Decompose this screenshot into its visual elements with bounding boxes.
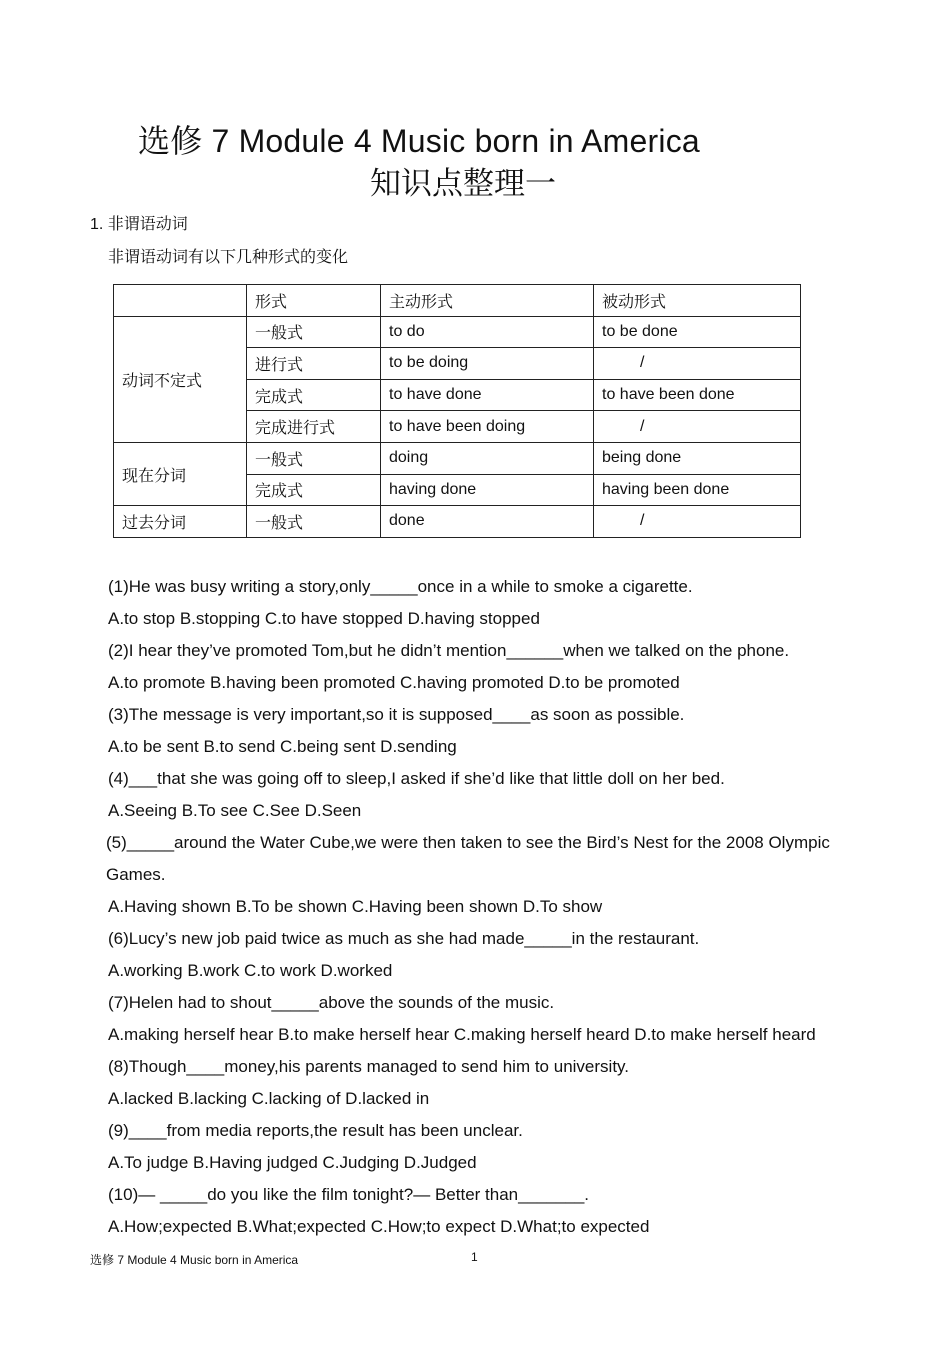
question-text: (3)The message is very important,so it is supposed____as soon as possible. [108,705,685,724]
question-text: (10)— _____do you like the film tonight?— Better than_______. [108,1185,590,1204]
table-cell: to have been done [594,379,801,411]
answer-options: A.to promote B.having been promoted C.having promoted D.to be promoted [108,673,680,692]
question-text: (7)Helen had to shout_____above the sounds of the music. [108,993,555,1012]
table-cell: done [381,506,594,538]
question-text: (8)Though____money,his parents managed to send him to university. [108,1057,629,1076]
table-row [114,506,801,538]
table-cell: / [594,506,801,538]
page-number: 1 [471,1250,478,1264]
answer-options: A.Seeing B.To see C.See D.Seen [108,801,362,820]
group-name-cell: 过去分词 [114,506,247,538]
table-header-row [114,285,801,317]
table-cell: doing [381,442,594,474]
answer-options: A.making herself hear B.to make herself hear C.making herself heard D.to make herself heard [108,1025,816,1044]
section-intro: 非谓语动词有以下几种形式的变化 [108,249,349,266]
table-cell: 进行式 [247,348,381,380]
table-cell: / [594,348,801,380]
question-text: (9)____from media reports,the result has been unclear. [108,1121,523,1140]
answer-options: A.Having shown B.To be shown C.Having been shown D.To show [108,897,603,916]
answer-options: A.How;expected B.What;expected C.How;to expect D.What;to expected [108,1217,650,1236]
table-cell: 一般式 [247,442,381,474]
table-cell: 一般式 [247,506,381,538]
table-cell: to be doing [381,348,594,380]
question-text: (5)_____around the Water Cube,we were then taken to see the Bird’s Nest for the 2008 Olympic [106,833,830,852]
table-cell: being done [594,442,801,474]
question-text: (1)He was busy writing a story,only_____once in a while to smoke a cigarette. [108,577,693,596]
table-header-cell: 被动形式 [594,285,801,317]
nonfinite-verb-forms-table [113,284,801,538]
question-text: (6)Lucy’s new job paid twice as much as she had made_____in the restaurant. [108,929,700,948]
answer-options: A.To judge B.Having judged C.Judging D.Judged [108,1153,477,1172]
table-cell: 完成进行式 [247,411,381,443]
table-cell: / [594,411,801,443]
table-header-cell [114,285,247,317]
question-text: (2)I hear they’ve promoted Tom,but he didn’t mention______when we talked on the phone. [108,641,790,660]
table-cell: to have done [381,379,594,411]
document-subtitle: 知识点整理一 [370,166,556,202]
page-footer: 选修 7 Module 4 Music born in America [90,1253,299,1267]
question-text: (4)___that she was going off to sleep,I asked if she’d like that little doll on her bed. [108,769,725,788]
group-name-cell: 动词不定式 [114,316,247,442]
table-header-cell: 主动形式 [381,285,594,317]
answer-options: A.to stop B.stopping C.to have stopped D.having stopped [108,609,540,628]
table-cell: having done [381,474,594,506]
section-heading: 1. 非谓语动词 [90,216,188,233]
table-header-cell: 形式 [247,285,381,317]
table-cell: 完成式 [247,474,381,506]
table-row [114,442,801,474]
table-cell: to do [381,316,594,348]
table-cell: having been done [594,474,801,506]
table-cell: to have been doing [381,411,594,443]
answer-options: A.to be sent B.to send C.being sent D.sending [108,737,457,756]
table-cell: 一般式 [247,316,381,348]
answer-options: A.working B.work C.to work D.worked [108,961,393,980]
question-text-continued: Games. [106,865,166,884]
table-cell: to be done [594,316,801,348]
table-row [114,316,801,348]
table-cell: 完成式 [247,379,381,411]
document-title: 选修 7 Module 4 Music born in America [138,123,700,159]
answer-options: A.lacked B.lacking C.lacking of D.lacked in [108,1089,430,1108]
group-name-cell: 现在分词 [114,442,247,505]
